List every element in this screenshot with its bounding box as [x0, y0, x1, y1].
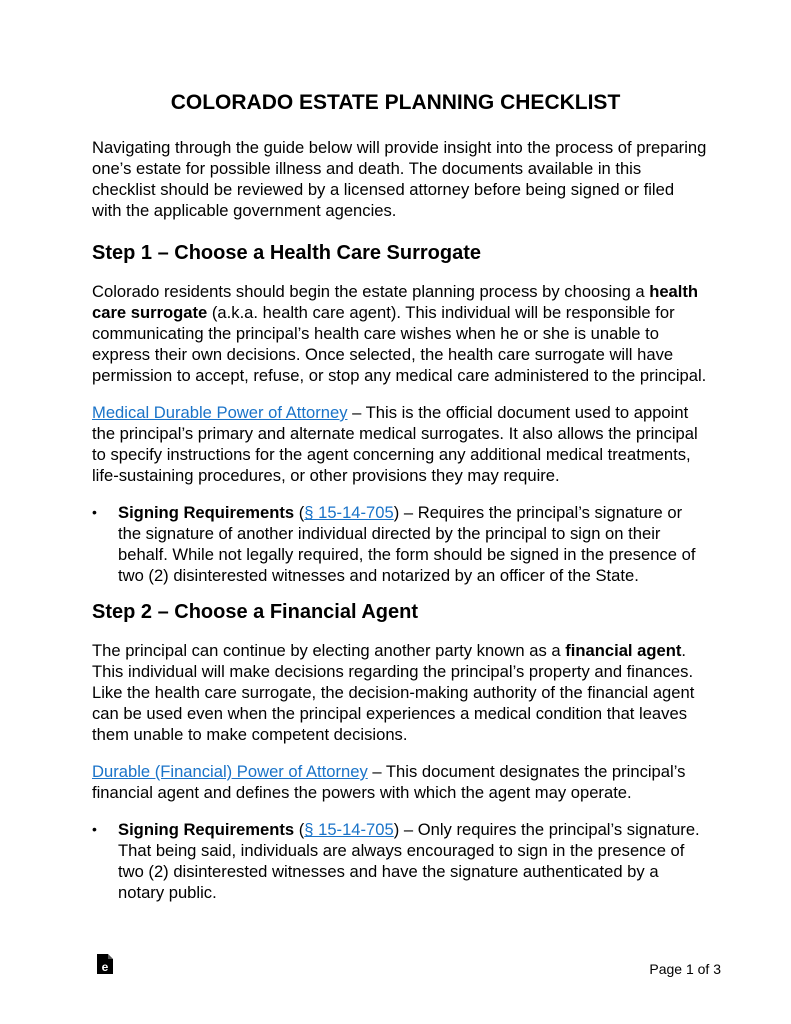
step1-bullet-list [92, 502, 708, 586]
step1-paragraph [92, 281, 708, 386]
step2-document-paragraph [92, 761, 708, 803]
step2-statute-link[interactable]: § 15-14-705 [304, 820, 394, 839]
step1-para-before: Colorado residents should begin the estate planning process by choosing a [92, 282, 650, 301]
step2-para-bold: financial agent [565, 641, 682, 660]
step2-bullet-text: ) – Only requires the principal’s signature. That being said, individuals are always encouraged to sign in the presence of two (2) disinterested witnesses and have the signature authenticated by a notary public. [118, 820, 700, 902]
page-number: Page 1 of 3 [649, 961, 721, 977]
document-body [92, 137, 708, 903]
bullet-dot: • [92, 821, 97, 837]
step1-para-after: (a.k.a. health care agent). This individual will be responsible for communicating the principal’s health care wishes when he or she is unable to express their own decisions. Once selected, the health care surrogate will have permission to accept, refuse, or stop any medical care administered to the principal. [92, 303, 707, 385]
intro-paragraph: Navigating through the guide below will provide insight into the process of preparing one’s estate for possible illness and death. The documents available in this checklist should be reviewed by a licensed attorney before being signed or filed with the applicable government agencies. [92, 138, 707, 220]
step2-paragraph [92, 640, 708, 745]
step2-doc-text: – This document designates the principal’s financial agent and defines the powers with which the agent may operate. [92, 762, 686, 802]
medical-poa-link[interactable]: Medical Durable Power of Attorney [92, 403, 348, 422]
step1-document-paragraph [92, 402, 708, 486]
step2-para-before: The principal can continue by electing another party known as a [92, 641, 566, 660]
financial-poa-link[interactable]: Durable (Financial) Power of Attorney [92, 762, 368, 781]
step1-bullet-text: ) – Requires the principal’s signature or the signature of another individual directed by the principal to sign on their behalf. While not legally required, the form should be signed in the presence of two (2) disinterested witnesses and notarized by an officer of the State. [118, 503, 696, 585]
step1-statute-link[interactable]: § 15-14-705 [304, 503, 394, 522]
step1-bullet-open: ( [294, 503, 305, 522]
page-title: COLORADO ESTATE PLANNING CHECKLIST [170, 91, 621, 114]
step1-doc-text: – This is the official document used to appoint the principal’s primary and alternate medical surrogates. It also allows the principal to specify instructions for the agent concerning any additional medical treatments, life-sustaining procedures, or other provisions they may require. [92, 403, 698, 485]
svg-text:e: e [101, 960, 109, 974]
eforms-document-icon [96, 953, 114, 975]
step1-bullet-label: Signing Requirements [118, 503, 295, 522]
step1-heading: Step 1 – Choose a Health Care Surrogate [92, 242, 482, 264]
step1-signing-requirements [92, 502, 708, 586]
step2-bullet-open: ( [294, 820, 305, 839]
step2-signing-requirements [92, 819, 708, 903]
bullet-dot: • [92, 504, 97, 520]
step2-para-after: . This individual will make decisions regarding the principal’s property and finances. Like the health care surrogate, the decision-making authority of the financial agent can be used even when the principal experiences a medical condition that leaves them unable to make competent decisions. [92, 641, 695, 744]
step2-heading: Step 2 – Choose a Financial Agent [92, 601, 418, 623]
step2-bullet-label: Signing Requirements [118, 820, 295, 839]
step1-para-bold: health care surrogate [92, 282, 699, 322]
step2-bullet-list [92, 819, 708, 903]
